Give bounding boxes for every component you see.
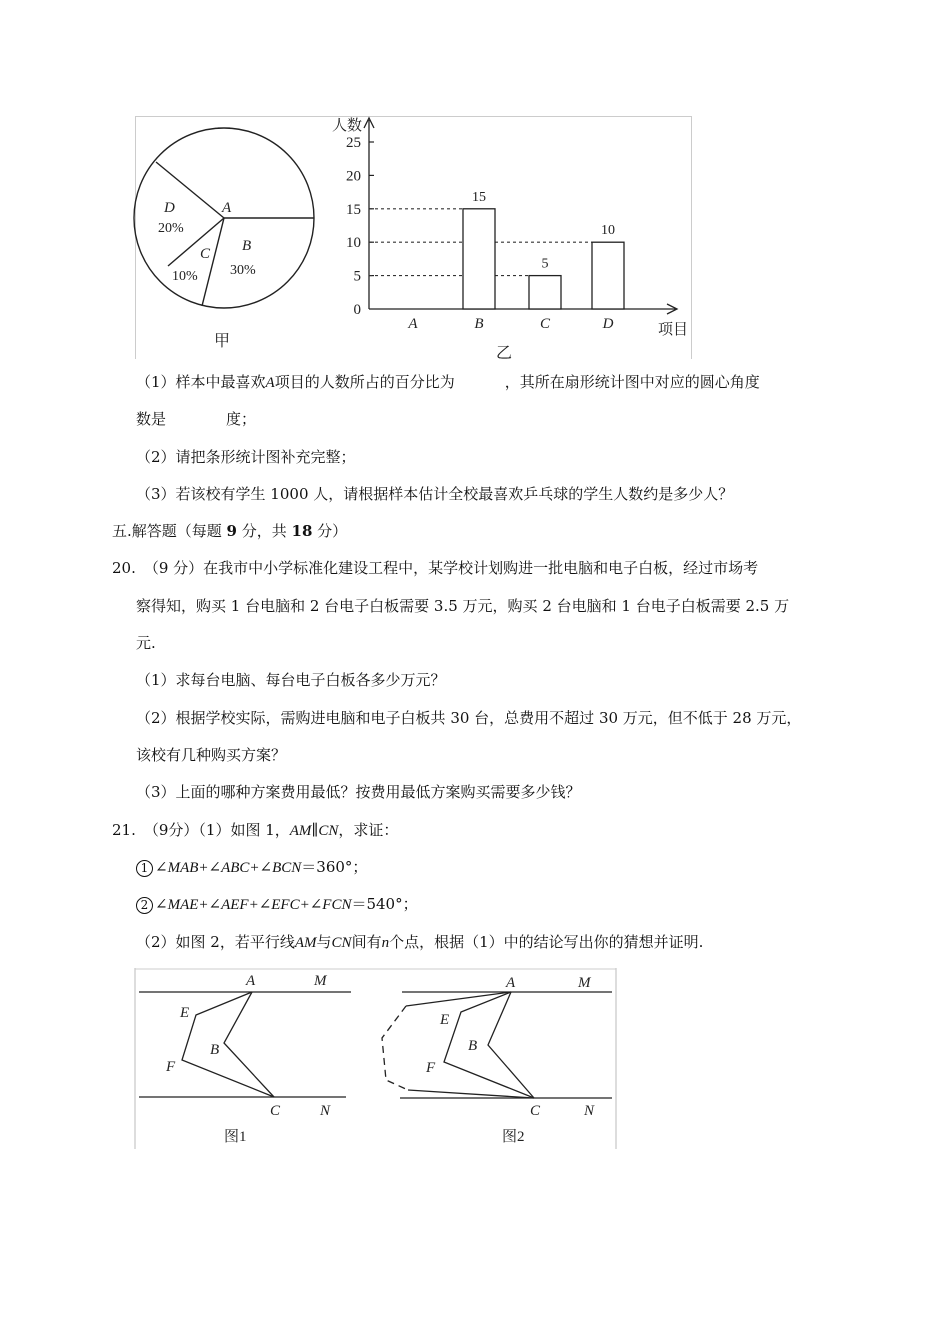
fig1-label-b: B bbox=[210, 1042, 220, 1058]
fig1-label-a: A bbox=[246, 973, 256, 989]
fig2-label-e: E bbox=[440, 1012, 450, 1028]
q20-part3: （3）上面的哪种方案费用最低？按费用最低方案购买需要多少钱？ bbox=[136, 783, 581, 801]
fig2-path-dashed bbox=[382, 1006, 408, 1090]
fig2-label-c: C bbox=[530, 1103, 541, 1119]
x-category-label: B bbox=[474, 316, 484, 332]
y-tick-label: 0 bbox=[353, 302, 361, 318]
fig1-label-c: C bbox=[270, 1103, 281, 1119]
pie-label-a: A bbox=[222, 200, 232, 216]
bar-C bbox=[529, 276, 561, 309]
pie-label-d: D bbox=[164, 200, 175, 216]
x-category-label: A bbox=[408, 316, 418, 332]
x-axis-label: 项目 bbox=[658, 322, 689, 338]
bar-chart-caption: 乙 bbox=[496, 345, 513, 362]
circled-number-1: 1 bbox=[136, 860, 153, 877]
q20-stem-line2: 察得知，购买 1 台电脑和 2 台电子白板需要 3.5 万元，购买 2 台电脑和 1 台电子白板需要 2.5 万 bbox=[136, 597, 790, 615]
q20-stem-line1: 20. （9 分）在我市中小学标准化建设工程中，某学校计划购进一批电脑和电子白板，经过市场考 bbox=[112, 559, 759, 577]
fig2-caption: 图2 bbox=[502, 1129, 525, 1145]
y-tick-label: 20 bbox=[346, 168, 361, 185]
figure-2 bbox=[382, 975, 612, 1145]
fig2-label-n: N bbox=[584, 1103, 595, 1119]
y-tick-label: 5 bbox=[353, 268, 361, 285]
pie-caption: 甲 bbox=[214, 333, 231, 350]
q19-part1-line1: （1）样本中最喜欢A项目的人数所占的百分比为 ，其所在扇形统计图中对应的圆心角度 bbox=[136, 373, 760, 391]
q21-stem: 21. （9分）（1）如图 1，AM∥CN，求证： bbox=[112, 821, 399, 839]
circled-number-2: 2 bbox=[136, 897, 153, 914]
q20-part2-line1: （2）根据学校实际，需购进电脑和电子白板共 30 台，总费用不超过 30 万元，但不低于 28 万元， bbox=[136, 709, 802, 727]
fig1-label-f: F bbox=[166, 1059, 176, 1075]
pie-label-b: B bbox=[242, 238, 252, 254]
fig1-label-n: N bbox=[320, 1103, 331, 1119]
bar-B bbox=[463, 209, 495, 309]
q21-part2: （2）如图 2，若平行线AM与CN间有n个点，根据（1）中的结论写出你的猜想并证明. bbox=[136, 933, 704, 951]
figure-1 bbox=[139, 973, 351, 1145]
fig1-caption: 图1 bbox=[224, 1129, 247, 1145]
bar-value-label: 15 bbox=[472, 189, 486, 205]
q19-part1-line2: 数是 度； bbox=[136, 410, 257, 428]
fig1-label-m: M bbox=[314, 973, 327, 989]
bar-chart bbox=[332, 112, 689, 362]
pie-chart bbox=[130, 118, 340, 348]
pie-percent-d: 20% bbox=[158, 221, 184, 236]
fig2-label-m: M bbox=[578, 975, 591, 991]
q20-part2-line2: 该校有几种购买方案？ bbox=[136, 746, 287, 764]
q21-equation-2: 2 ∠MAE+∠AEF+∠EFC+∠FCN＝540°； bbox=[136, 894, 418, 915]
pie-label-c: C bbox=[200, 246, 211, 262]
fig1-label-e: E bbox=[180, 1005, 190, 1021]
y-tick-label: 10 bbox=[346, 235, 361, 252]
pie-percent-b: 30% bbox=[230, 263, 256, 278]
pie-edge-b-c bbox=[202, 218, 224, 306]
fig2-label-b: B bbox=[468, 1038, 478, 1054]
y-tick-label: 25 bbox=[346, 135, 361, 151]
q20-stem-line3: 元. bbox=[136, 634, 156, 652]
q19-part3: （3）若该校有学生 1000 人，请根据样本估计全校最喜欢乒乓球的学生人数约是多少人？ bbox=[136, 485, 734, 503]
section-heading: 五.解答题（每题 9 分，共 18 分） bbox=[112, 522, 348, 540]
y-axis-label: 人数 bbox=[332, 118, 363, 134]
q21-equation-1: 1 ∠MAB+∠ABC+∠BCN＝360°； bbox=[136, 857, 367, 878]
bar-value-label: 10 bbox=[601, 223, 615, 239]
x-category-label: D bbox=[602, 316, 614, 332]
y-tick-label: 15 bbox=[346, 201, 361, 218]
q20-part1: （1）求每台电脑、每台电子白板各多少万元？ bbox=[136, 671, 446, 689]
pie-percent-c: 10% bbox=[172, 269, 198, 284]
fig2-label-a: A bbox=[506, 975, 516, 991]
fig2-label-f: F bbox=[426, 1060, 436, 1076]
x-category-label: C bbox=[539, 316, 551, 332]
fig2-segment-c-bottom bbox=[408, 1090, 534, 1098]
q19-part2: （2）请把条形统计图补充完整； bbox=[136, 448, 356, 466]
geometry-figures bbox=[134, 968, 618, 1150]
bar-D bbox=[592, 242, 624, 309]
fig1-path-abc bbox=[224, 992, 274, 1097]
bar-value-label: 5 bbox=[541, 256, 549, 272]
